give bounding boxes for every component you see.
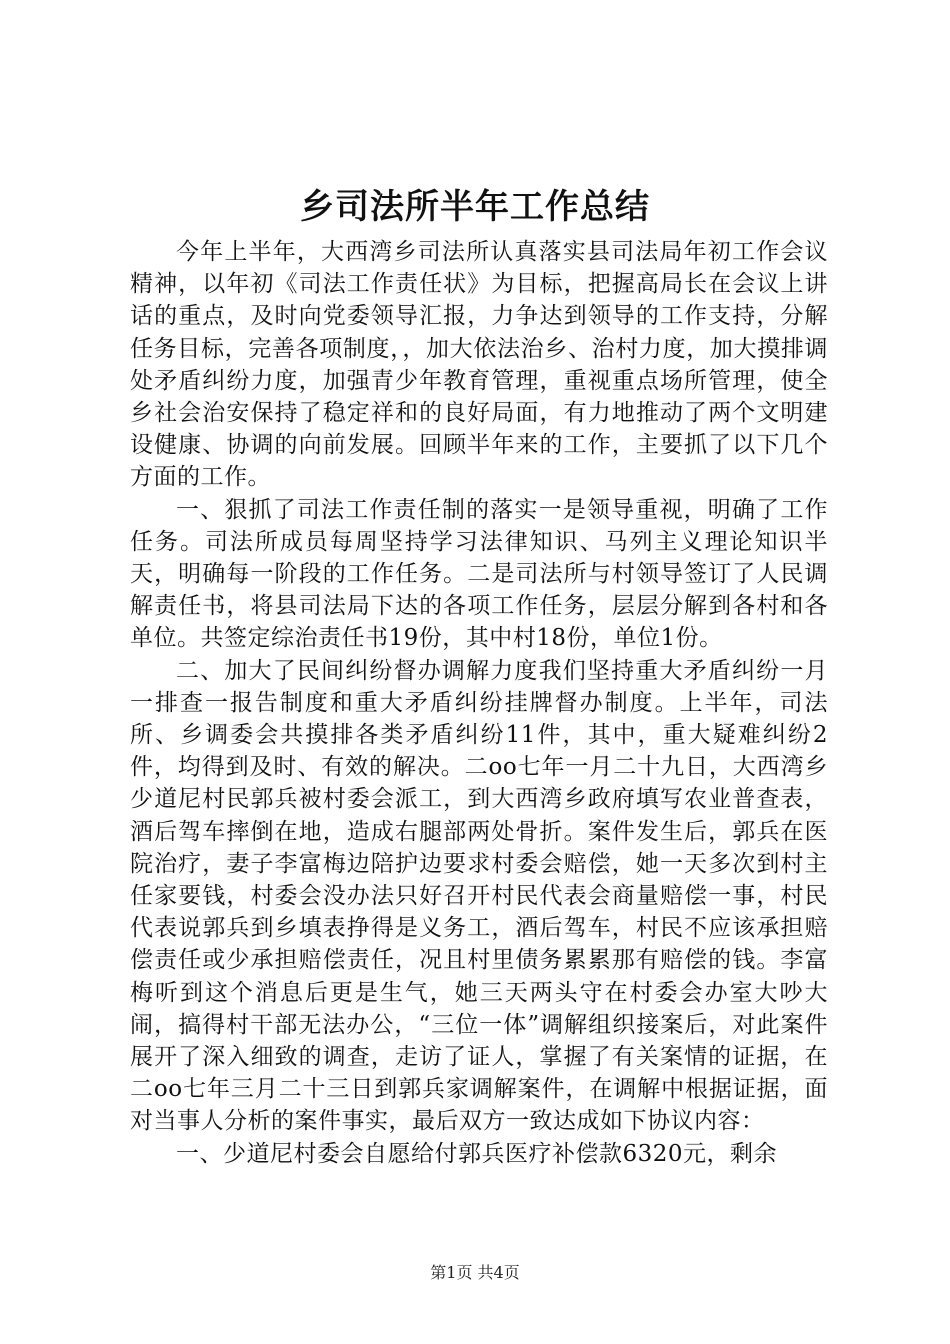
paragraph-intro: 今年上半年，大西湾乡司法所认真落实县司法局年初工作会议精神，以年初《司法工作责任状》为目标，把握高局长在会议上讲话的重点，及时向党委领导汇报，力争达到领导的工作支持，分解任务目标，完善各项制度，，加大依法治乡、治村力度，加大摸排调处矛盾纠纷力度，加强青少年教育管理，重视重点场所管理，使全乡社会治安保持了稳定祥和的良好局面，有力地推动了两个文明建设健康、协调的向前发展。回顾半年来的工作，主要抓了以下几个方面的工作。	[130, 239, 828, 491]
paragraph-section-1: 一、狠抓了司法工作责任制的落实一是领导重视，明确了工作任务。司法所成员每周坚持学习法律知识、马列主义理论知识半天，明确每一阶段的工作任务。二是司法所与村领导签订了人民调解责任书，将县司法局下达的各项工作任务，层层分解到各村和各单位。共签定综治责任书19份，其中村18份，单位1份。	[130, 496, 828, 652]
document-title: 乡司法所半年工作总结	[300, 187, 650, 227]
document-body	[130, 236, 828, 1170]
paragraph-agreement-item-1: 一、少道尼村委会自愿给付郭兵医疗补偿款6320元，剩余	[176, 1140, 778, 1167]
page-footer: 第1页 共4页	[430, 1263, 520, 1282]
paragraph-section-2: 二、加大了民间纠纷督办调解力度我们坚持重大矛盾纠纷一月一排查一报告制度和重大矛盾纠纷挂牌督办制度。上半年，司法所、乡调委会共摸排各类矛盾纠纷11件，其中，重大疑难纠纷2件，均得到及时、有效的解决。二oo七年一月二十九日，大西湾乡少道尼村民郭兵被村委会派工，到大西湾乡政府填写农业普查表，酒后驾车摔倒在地，造成右腿部两处骨折。案件发生后，郭兵在医院治疗，妻子李富梅边陪护边要求村委会赔偿，她一天多次到村主任家要钱，村委会没办法只好召开村民代表会商量赔偿一事，村民代表说郭兵到乡填表挣得是义务工，酒后驾车，村民不应该承担赔偿责任或少承担赔偿责任，况且村里债务累累那有赔偿的钱。李富梅听到这个消息后更是生气，她三天两头守在村委会办室大吵大闹，搞得村干部无法办公，“三位一体”调解组织接案后，对此案件展开了深入细致的调查，走访了证人，掌握了有关案情的证据，在二oo七年三月二十三日到郭兵家调解案件，在调解中根据证据，面对当事人分析的案件事实，最后双方一致达成如下协议内容：	[130, 657, 828, 1135]
